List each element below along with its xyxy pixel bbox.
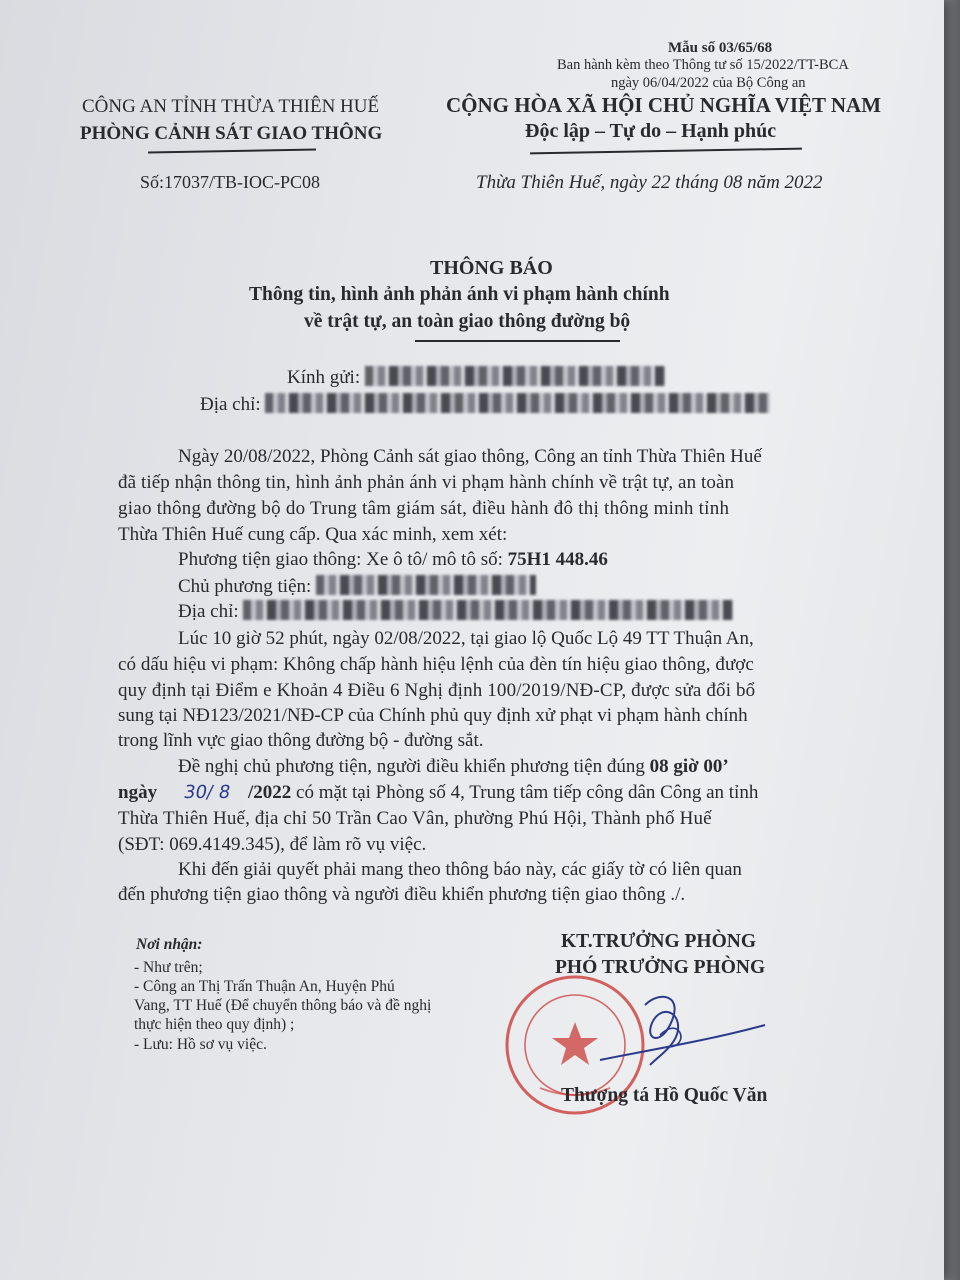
form-issued-by: Ban hành kèm theo Thông tư số 15/2022/TT-BCA — [557, 57, 849, 73]
recipient-address-label: Địa chỉ: — [200, 394, 261, 415]
recipient-address-row — [200, 393, 770, 416]
redacted-recipient-address — [265, 393, 770, 413]
vehicle-row — [178, 549, 608, 571]
body-line: Ngày 20/08/2022, Phòng Cảnh sát giao thông, Công an tỉnh Thừa Thiên Huế — [178, 446, 762, 467]
redacted-owner-address — [243, 600, 733, 620]
body-line: trong lĩnh vực giao thông đường bộ - đường sắt. — [118, 730, 484, 751]
handwritten-date: 30/ 8 — [181, 782, 232, 803]
receiver-item: - Công an Thị Trấn Thuận An, Huyện Phú — [134, 978, 395, 995]
body-line: có dấu hiệu vi phạm: Không chấp hành hiệu lệnh của đèn tín hiệu giao thông, được — [118, 654, 754, 675]
body-line: Thừa Thiên Huế cung cấp. Qua xác minh, xem xét: — [118, 524, 508, 545]
receiver-item: - Lưu: Hồ sơ vụ việc. — [134, 1036, 267, 1053]
form-issued-date: ngày 06/04/2022 của Bộ Công an — [611, 75, 806, 91]
document-title: THÔNG BÁO — [430, 257, 553, 279]
owner-address-row — [178, 600, 733, 623]
document-date: Thừa Thiên Huế, ngày 22 tháng 08 năm 2022 — [476, 172, 823, 193]
summons-year: /2022 — [247, 782, 292, 803]
recipient-label: Kính gửi: — [287, 367, 361, 388]
summons-day-label: ngày — [118, 782, 158, 803]
agency-parent: CÔNG AN TỈNH THỪA THIÊN HUẾ — [82, 96, 380, 117]
signer-role-1: KT.TRƯỞNG PHÒNG — [561, 931, 756, 952]
agency-name: PHÒNG CẢNH SÁT GIAO THÔNG — [80, 123, 383, 144]
form-number: Mẫu số 03/65/68 — [668, 40, 773, 56]
summons-place: có mặt tại Phòng số 4, Trung tâm tiếp công dân Công an tỉnh — [291, 782, 759, 803]
body-line: Lúc 10 giờ 52 phút, ngày 02/08/2022, tại giao lộ Quốc Lộ 49 TT Thuận An, — [178, 628, 754, 649]
document-number: Số:17037/TB-IOC-PC08 — [140, 172, 321, 192]
national-title: CỘNG HÒA XÃ HỘI CHỦ NGHĨA VIỆT NAM — [446, 93, 882, 117]
receiver-item: thực hiện theo quy định) ; — [134, 1016, 295, 1033]
body-line: Khi đến giải quyết phải mang theo thông báo này, các giấy tờ có liên quan — [178, 859, 742, 880]
body-line: (SĐT: 069.4149.345), để làm rõ vụ việc. — [118, 834, 427, 855]
recipient-row — [287, 366, 665, 389]
receivers-heading: Nơi nhận: — [136, 936, 203, 953]
body-line: Thừa Thiên Huế, địa chỉ 50 Trần Cao Vân, phường Phú Hội, Thành phố Huế — [118, 808, 712, 829]
body-line: đã tiếp nhận thông tin, hình ảnh phản ánh vi phạm hành chính về trật tự, an toàn — [118, 472, 735, 493]
summons-line — [178, 756, 729, 778]
body-line: quy định tại Điểm e Khoản 4 Điều 6 Nghị định 100/2019/NĐ-CP, được sửa đổi bổ — [118, 680, 756, 701]
vehicle-label: Phương tiện giao thông: Xe ô tô/ mô tô số: — [178, 549, 508, 570]
summons-time: 08 giờ 00’ — [649, 756, 729, 777]
redacted-owner — [316, 575, 536, 595]
owner-address-label: Địa chỉ: — [178, 601, 239, 622]
document-subtitle-2: về trật tự, an toàn giao thông đường bộ — [304, 311, 631, 332]
subtitle-underline — [415, 340, 620, 342]
body-line: giao thông đường bộ do Trung tâm giám sát, điều hành đô thị thông minh tỉnh — [118, 498, 730, 519]
signer-name: Thượng tá Hồ Quốc Văn — [561, 1085, 768, 1106]
national-motto: Độc lập – Tự do – Hạnh phúc — [525, 120, 777, 142]
receiver-item: Vang, TT Huế (Để chuyển thông báo và đề nghị — [134, 997, 432, 1014]
license-plate: 75H1 448.46 — [507, 549, 608, 570]
summons-text: Đề nghị chủ phương tiện, người điều khiển phương tiện đúng — [178, 756, 650, 777]
document-subtitle-1: Thông tin, hình ảnh phản ánh vi phạm hành chính — [249, 284, 670, 305]
body-line: đến phương tiện giao thông và người điều khiển phương tiện giao thông ./. — [118, 884, 686, 905]
handwritten-signature — [590, 985, 790, 1075]
motto-underline — [530, 148, 802, 155]
agency-underline — [148, 149, 316, 154]
body-line: sung tại NĐ123/2021/NĐ-CP của Chính phủ quy định xử phạt vi phạm hành chính — [118, 705, 748, 726]
owner-row — [178, 575, 536, 598]
summons-date-line — [118, 782, 758, 804]
signer-role-2: PHÓ TRƯỞNG PHÒNG — [555, 957, 766, 978]
redacted-recipient — [365, 366, 665, 386]
owner-label: Chủ phương tiện: — [178, 576, 312, 597]
receiver-item: - Như trên; — [134, 959, 203, 976]
